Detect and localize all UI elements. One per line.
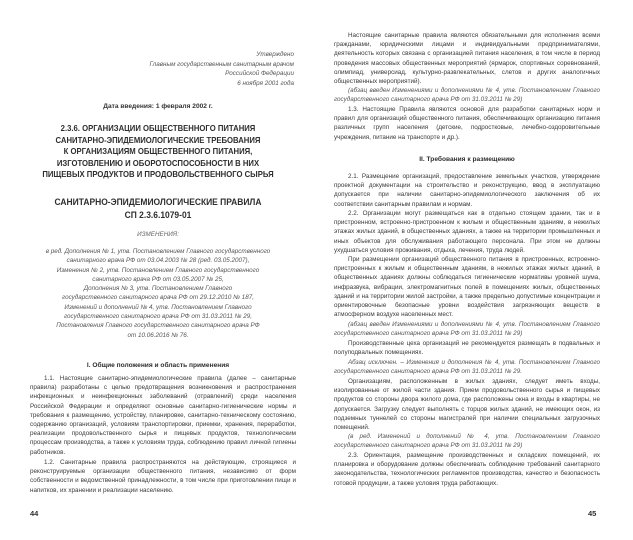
paragraph-2-3: 2.3. Ориентация, размещение производственных и складских помещений, их планировка и оборудование должны обеспечивать соблюдение требований санитарного законодательства, технологических регламентов производства, качество и безопасность готовой продукции, а также условия труда работающих. xyxy=(334,452,600,487)
page-number: 44 xyxy=(30,509,39,518)
paragraph-2-2-entrances: Организациям, расположенным в жилых зданиях, следует иметь входы, изолированные от жилой части здания. Прием продовольственного сырья и пищевых продуктов со стороны двора жилого дома, где расположены окна и входы в квартиры, не допускается. Загрузку следует выполнять с торцов жилых зданий, не имеющих окон, из подземных туннелей со стороны магистралей при наличии специальных загрузочных помещений. xyxy=(334,378,600,432)
change-line: Постановления Главного государственного санитарного врача РФ xyxy=(56,322,260,330)
paragraph-intro: Настоящие санитарные правила являются обязательными для исполнения всеми гражданами, юридическими лицами и индивидуальными предпринимателями, деятельность которых связана с организацией питания населения, в том числе в период проведения массовых общественных мероприятий (ярмарок, спортивных соревнований, олимпиад, универсиад, культурно-развлекательных, слетов и других аналогичных общественных мероприятий). xyxy=(334,32,600,86)
effective-date: Дата введения: 1 февраля 2002 г. xyxy=(103,103,213,110)
paragraph-1-2: 1.2. Санитарные правила распространяются на действующие, строящиеся и реконструируемые организации общественного питания, независимо от форм собственности и ведомственной принадлежности, в том числе при приготовлении пищи и напитков, их хранении и реализации населению. xyxy=(30,459,296,494)
section-heading: I. Общие положения и область применения xyxy=(86,362,230,369)
title-line: К ОРГАНИЗАЦИЯМ ОБЩЕСТВЕННОГО ПИТАНИЯ, xyxy=(63,146,253,156)
subtitle-line: СП 2.3.6.1079-01 xyxy=(124,209,192,220)
paragraph-1-1: 1.1. Настоящие санитарно-эпидемиологические правила (далее – санитарные правила) разработаны с целью предотвращения возникновения и распространения инфекционных и неинфекционных заболеваний (отравлений) среди населения Российской Федерации и определяют основные санитарно-гигиенические нормы и требования к размещению, устройству, планировке, санитарно-техническому состоянию, содержанию организаций, условиям транспортировки, приемки, хранения, переработки, реализации продовольственного сырья и пищевых продуктов, технологическим процессам производства, а также к условиям труда, соблюдению правил личной гигиены работников. xyxy=(30,375,296,456)
amendment-note: (абзац введен Изменениями и дополнениями № 4, утв. Постановлением Главного государственного санитарного врача РФ от 31.03.2011 № 29) xyxy=(334,321,600,338)
change-line: от 10.06.2016 № 76. xyxy=(127,331,189,339)
approval-line: Утверждено xyxy=(256,51,294,58)
change-line: Изменения № 2, утв. Постановлением Главного государственного xyxy=(56,266,260,274)
page-number: 45 xyxy=(588,509,597,518)
change-line: Изменений и дополнений № 4, утв. Постановлением Главного xyxy=(64,303,252,311)
paragraph-2-2-workshops: Производственные цеха организаций не рекомендуется размещать в подвальных и полуподвальных помещениях. xyxy=(334,340,600,357)
change-line: государственного санитарного врача РФ от 31.03.2011 № 29, xyxy=(64,313,252,321)
section-heading: II. Требования к размещению xyxy=(419,156,515,163)
paragraph-2-2: 2.2. Организации могут размещаться как в отдельно стоящем здании, так и в пристроенном, встроенно-пристроенном к жилым и общественным зданиям, в нежилых этажах жилых зданий, в общественных зданиях, а также на территории промышленных и иных объектов для обслуживания работающего персонала. При этом не должны ухудшаться условия проживания, отдыха, лечения, труда людей. xyxy=(334,210,600,254)
amendment-note: (абзац введен Изменениями и дополнениями № 4, утв. Постановлением Главного государственного санитарного врача РФ от 31.03.2011 № 29) xyxy=(334,87,600,104)
change-line: санитарного врача РФ от 03.04.2003 № 28 (ред. 03.05.2007), xyxy=(66,257,250,265)
approval-line: Российской Федерации xyxy=(225,70,294,78)
change-line: государственного санитарного врача РФ от 29.12.2010 № 187, xyxy=(62,294,254,302)
subtitle-line: САНИТАРНО-ЭПИДЕМИОЛОГИЧЕСКИЕ ПРАВИЛА xyxy=(54,197,262,207)
amendment-note: Абзац исключен. – Изменения и дополнения № 4, утв. Постановлением Главного государственного санитарного врача РФ от 31.03.2011 № 29. xyxy=(334,359,600,376)
paragraph-2-1: 2.1. Размещение организаций, предоставление земельных участков, утверждение проектной документации на строительство и реконструкцию, ввод в эксплуатацию допускается при наличии санитарно-эпидемиологического заключения об их соответствии санитарным правилам и нормам. xyxy=(334,173,600,208)
amendment-note: (в ред. Изменений и дополнений № 4, утв. Постановлением Главного государственного санитарного врача РФ от 31.03.2011 № 29) xyxy=(334,433,600,450)
right-page xyxy=(316,0,633,540)
title-line: ПИЩЕВЫХ ПРОДУКТОВ И ПРОДОВОЛЬСТВЕННОГО СЫРЬЯ xyxy=(42,169,274,179)
change-line: в ред. Дополнения № 1, утв. Постановлением Главного государственного xyxy=(45,248,271,255)
title-line: ИЗГОТОВЛЕНИЮ И ОБОРОТОСПОСОБНОСТИ В НИХ xyxy=(56,157,260,168)
document-title xyxy=(10,123,306,181)
changes-label: ИЗМЕНЕНИЯ: xyxy=(137,231,179,238)
left-page xyxy=(0,0,316,540)
changes-list xyxy=(20,247,296,340)
change-line: санитарного врача РФ от 03.05.2007 № 25, xyxy=(92,275,224,283)
approval-line: Главным государственным санитарным врачом xyxy=(149,60,294,68)
title-line: 2.3.6. ОРГАНИЗАЦИИ ОБЩЕСТВЕННОГО ПИТАНИЯ xyxy=(60,123,256,133)
approval-line: 6 ноября 2001 года xyxy=(237,79,294,87)
paragraph-1-3: 1.3. Настоящие Правила являются основой для разработки санитарных норм и правил для организаций общественного питания, обеспечивающих организацию питания различных групп населения (детские, подростковые, лечебно-оздоровительные учреждения, питание на транспорте и др.). xyxy=(334,106,600,141)
change-line: Дополнения № 3, утв. Постановлением Главного xyxy=(83,285,233,293)
title-line: САНИТАРНО-ЭПИДЕМИОЛОГИЧЕСКИЕ ТРЕБОВАНИЯ xyxy=(55,134,261,145)
paragraph-2-2-placement: При размещении организаций общественного питания в пристроенных, встроенно-пристроенных к жилым и общественным зданиям, в нежилых этажах жилых зданий, в общественных зданиях должны соблюдаться гигиенические нормативы уровней шума, инфразвука, вибрации, электромагнитных полей в помещениях жилых, общественных зданий и на территории жилой застройки, а также предельно допустимые концентрации и ориентировочные безопасные уровни воздействия загрязняющих веществ в атмосферном воздухе населенных мест. xyxy=(334,256,600,319)
approval-block xyxy=(40,50,294,88)
document-subtitle xyxy=(10,196,306,221)
